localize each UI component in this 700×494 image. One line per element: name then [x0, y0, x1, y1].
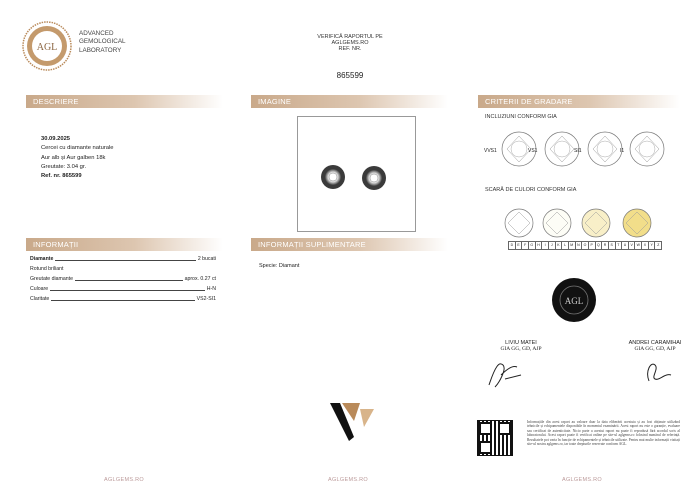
footer-link[interactable]: AGLGEMS.RO	[328, 477, 368, 483]
ref-number: 865599	[336, 71, 364, 80]
brand-logo	[330, 403, 376, 441]
color-grade: K	[556, 242, 563, 249]
description-line: Greutate: 3.04 gr.	[41, 163, 87, 170]
signatory-credentials: GIA GG, GD, AJP	[634, 346, 676, 352]
signature-block-1	[486, 340, 556, 352]
info-row	[30, 296, 216, 302]
color-grade: T	[616, 242, 623, 249]
species-text: Specie: Diamant	[259, 263, 300, 269]
signatory-name: ANDREI CARAMIHAI	[628, 340, 682, 346]
info-key: Diamante	[30, 256, 54, 262]
svg-text:AGL: AGL	[36, 42, 58, 53]
color-grade: W	[635, 242, 642, 249]
earring-right	[362, 166, 386, 190]
color-grade: M	[569, 242, 576, 249]
lab-name-line: ADVANCED	[79, 30, 114, 37]
color-grade: G	[529, 242, 536, 249]
info-row	[30, 266, 216, 272]
svg-text:AGL: AGL	[564, 296, 584, 306]
color-diagram-2	[541, 207, 573, 239]
info-key: Culoare	[30, 286, 49, 292]
qr-code	[477, 420, 513, 456]
color-grade: I	[542, 242, 549, 249]
description-line: Cercei cu diamante naturale	[41, 145, 114, 152]
product-image	[297, 116, 416, 232]
info-key: Greutate diamante	[30, 276, 73, 282]
info-row	[30, 286, 216, 292]
color-grade: U	[622, 242, 629, 249]
earring-left	[321, 165, 345, 189]
section-informatii-suplimentare: INFORMAȚII SUPLIMENTARE	[251, 238, 448, 251]
color-grade: N	[576, 242, 583, 249]
lab-seal-logo	[22, 21, 72, 71]
verify-text: VERIFICĂ RAPORTUL PE AGLGEMS.RO	[317, 34, 383, 46]
color-grade: X	[642, 242, 649, 249]
info-value: VS2-SI1	[196, 296, 216, 302]
inclusion-label: I1	[620, 148, 625, 154]
inclusions-title: INCLUZIUNI CONFORM GIA	[485, 114, 557, 120]
inclusion-diagram-4	[628, 130, 666, 168]
color-grade-scale	[508, 241, 662, 250]
lab-name-line: GEMOLOGICAL	[79, 38, 126, 46]
color-grade: D	[509, 242, 516, 249]
color-grade: V	[629, 242, 636, 249]
signature-image-1	[485, 357, 525, 390]
info-row	[30, 276, 216, 282]
info-value: aprox. 0.27 ct	[184, 276, 216, 282]
inclusion-diagram-3	[586, 130, 624, 168]
section-informatii: INFORMAȚII	[26, 238, 223, 251]
color-grade: R	[602, 242, 609, 249]
signature-block-2	[615, 340, 695, 352]
color-grade: P	[589, 242, 596, 249]
info-key: Rotund briliant	[30, 266, 64, 272]
description-ref: Ref. nr. 865599	[41, 173, 82, 180]
color-grade: Y	[649, 242, 656, 249]
color-grade: Z	[657, 243, 660, 247]
color-grade: H	[536, 242, 543, 249]
hologram-seal	[551, 277, 597, 323]
signature-image-2	[641, 357, 675, 385]
info-value: 2 bucati	[197, 256, 216, 262]
section-criterii: CRITERII DE GRADARE	[478, 95, 680, 108]
footer-link[interactable]: AGLGEMS.RO	[562, 477, 602, 483]
footer-link[interactable]: AGLGEMS.RO	[104, 477, 144, 483]
color-grade: F	[522, 242, 529, 249]
inclusion-label: SI1	[574, 148, 582, 154]
info-row	[30, 256, 216, 262]
signatory-name: LIVIU MATEI	[505, 340, 537, 346]
inclusion-label: VS1	[528, 148, 538, 154]
lab-name-line: LABORATORY	[79, 46, 122, 54]
description-line: Aur alb și Aur galben 18k	[41, 154, 106, 161]
color-diagram-1	[503, 207, 535, 239]
color-grade: S	[609, 242, 616, 249]
color-grade: E	[516, 242, 523, 249]
report-date: 30.09.2025	[41, 136, 71, 142]
signatory-credentials: GIA GG, GD, AJP	[500, 346, 542, 352]
color-diagram-3	[580, 207, 612, 239]
info-key: Claritate	[30, 296, 50, 302]
color-scale-title: SCARĂ DE CULORI CONFORM GIA	[485, 187, 577, 193]
section-descriere: DESCRIERE	[26, 95, 223, 108]
color-grade: L	[562, 242, 569, 249]
inclusion-label: VVS1	[484, 148, 497, 154]
color-grade: J	[549, 242, 556, 249]
info-value: H-N	[206, 286, 216, 292]
color-grade: O	[582, 242, 589, 249]
color-grade: Q	[596, 242, 603, 249]
section-imagine: IMAGINE	[251, 95, 448, 108]
lab-name	[79, 30, 126, 55]
disclaimer-text: Informațiile din acest raport au valoare doar la data eliberării acestuia și au fost obținute utilizând tehnicile și echipamentele disponibile în momentul examinării. Acest raport nu este o garanție, evaluare sau certificat de autenticitate. Nicio parte a acestui raport nu poate fi reprodusă fără acordul scris al laboratorului. Acest raport poate fi verificat online pe site-ul aglgems.ro folosind numărul de referință. Rezultatele pot varia în funcție de echipamentele și tehnicile utilizate. Pentru mai multe informații vizitați site-ul nostru aglgems.ro, iar toate drepturile rezervate conform AGL.	[527, 420, 680, 447]
ref-label: REF. NR.	[338, 46, 362, 52]
color-diagram-4	[621, 207, 653, 239]
description-block	[41, 135, 114, 181]
